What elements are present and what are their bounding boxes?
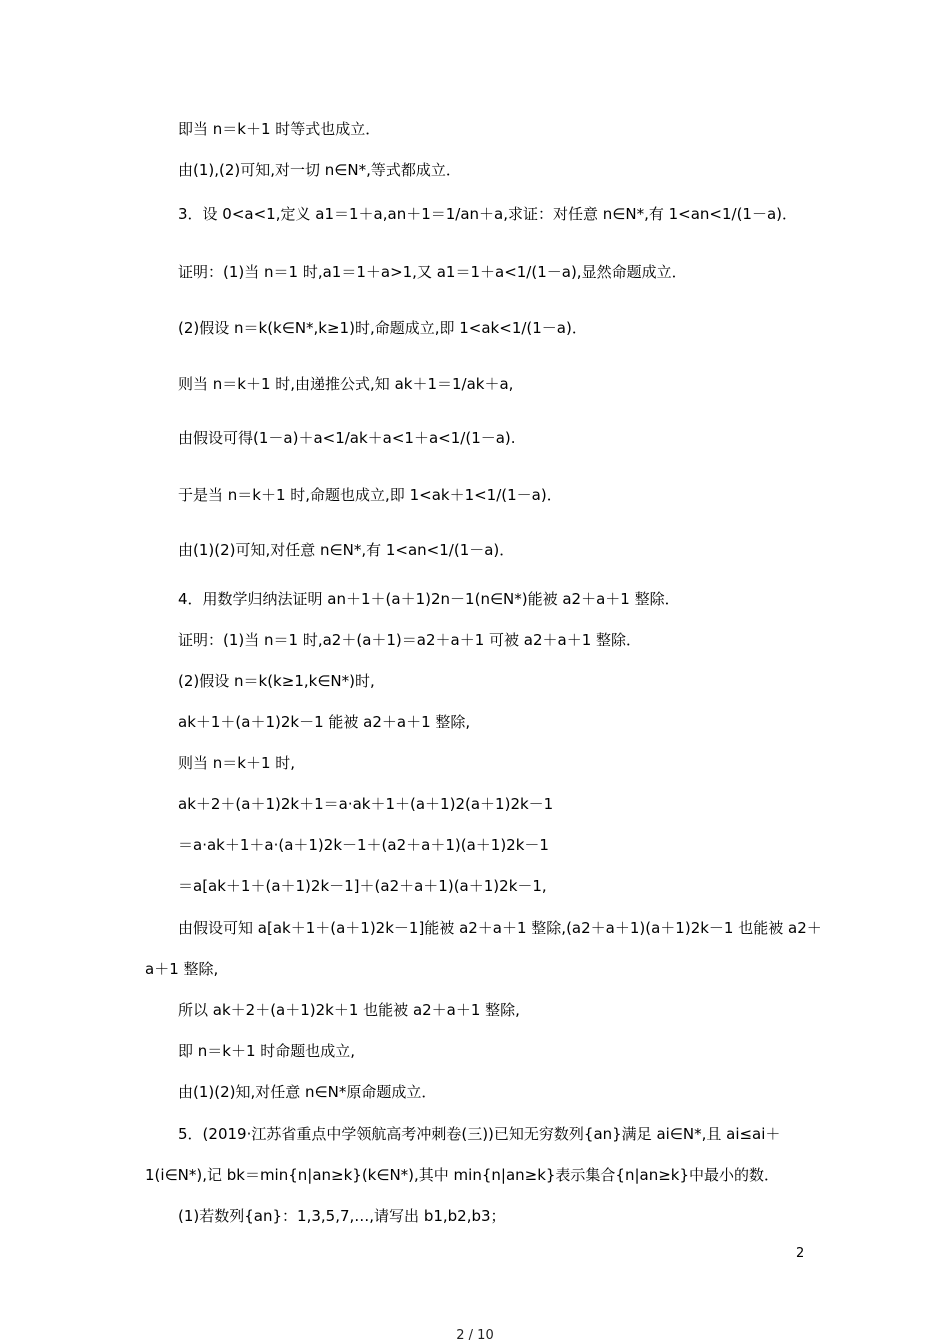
line-9: 由(1)(2)可知,对任意 n∈N*,有 1<an<1/(1－a)． xyxy=(178,541,515,559)
line-17: ＝a[ak＋1＋(a＋1)2k－1]＋(a2＋a＋1)(a＋1)2k－1, xyxy=(178,877,547,895)
page-indicator: 2 / 10 xyxy=(456,1328,494,1343)
line-20: 所以 ak＋2＋(a＋1)2k＋1 也能被 a2＋a＋1 整除, xyxy=(178,1001,520,1019)
line-10: 4．用数学归纳法证明 an＋1＋(a＋1)2n－1(n∈N*)能被 a2＋a＋1 整除． xyxy=(178,590,680,608)
line-3: 3．设 0<a<1,定义 a1＝1＋a,an＋1＝1/an＋a,求证：对任意 n∈N*,有 1<an<1/(1－a)． xyxy=(178,205,798,223)
line-23: 5．(2019·江苏省重点中学领航高考冲刺卷(三))已知无穷数列{an}满足 ai∈N*,且 ai≤ai＋ xyxy=(178,1125,781,1143)
line-19: a＋1 整除, xyxy=(145,960,219,978)
line-11: 证明：(1)当 n＝1 时,a2＋(a＋1)＝a2＋a＋1 可被 a2＋a＋1 整除． xyxy=(178,631,642,649)
line-21: 即 n＝k＋1 时命题也成立, xyxy=(178,1042,356,1060)
line-5: (2)假设 n＝k(k∈N*,k≥1)时,命题成立,即 1<ak<1/(1－a)． xyxy=(178,319,587,337)
line-7: 由假设可得(1－a)＋a<1/ak＋a<1＋a<1/(1－a). xyxy=(178,429,516,447)
line-1: 即当 n＝k＋1 时等式也成立． xyxy=(178,120,381,138)
line-2: 由(1),(2)可知,对一切 n∈N*,等式都成立． xyxy=(178,161,461,179)
line-8: 于是当 n＝k＋1 时,命题也成立,即 1<ak＋1<1/(1－a)． xyxy=(178,486,562,504)
line-4: 证明：(1)当 n＝1 时,a1＝1＋a>1,又 a1＝1＋a<1/(1－a),显然命题成立． xyxy=(178,263,687,281)
line-24: 1(i∈N*),记 bk＝min{n|an≥k}(k∈N*),其中 min{n|an≥k}表示集合{n|an≥k}中最小的数． xyxy=(145,1166,780,1184)
page-number: 2 xyxy=(796,1246,805,1261)
line-25: (1)若数列{an}：1,3,5,7,…,请写出 b1,b2,b3； xyxy=(178,1207,506,1225)
line-13: ak＋1＋(a＋1)2k－1 能被 a2＋a＋1 整除, xyxy=(178,713,471,731)
line-18: 由假设可知 a[ak＋1＋(a＋1)2k－1]能被 a2＋a＋1 整除,(a2＋a＋1)(a＋1)2k－1 也能被 a2＋ xyxy=(178,919,822,937)
line-14: 则当 n＝k＋1 时, xyxy=(178,754,296,772)
line-16: ＝a·ak＋1＋a·(a＋1)2k－1＋(a2＋a＋1)(a＋1)2k－1 xyxy=(178,836,549,854)
line-22: 由(1)(2)知,对任意 n∈N*原命题成立． xyxy=(178,1083,437,1101)
line-12: (2)假设 n＝k(k≥1,k∈N*)时, xyxy=(178,672,375,690)
line-6: 则当 n＝k＋1 时,由递推公式,知 ak＋1＝1/ak＋a, xyxy=(178,375,514,393)
line-15: ak＋2＋(a＋1)2k＋1＝a·ak＋1＋(a＋1)2(a＋1)2k－1 xyxy=(178,795,554,813)
